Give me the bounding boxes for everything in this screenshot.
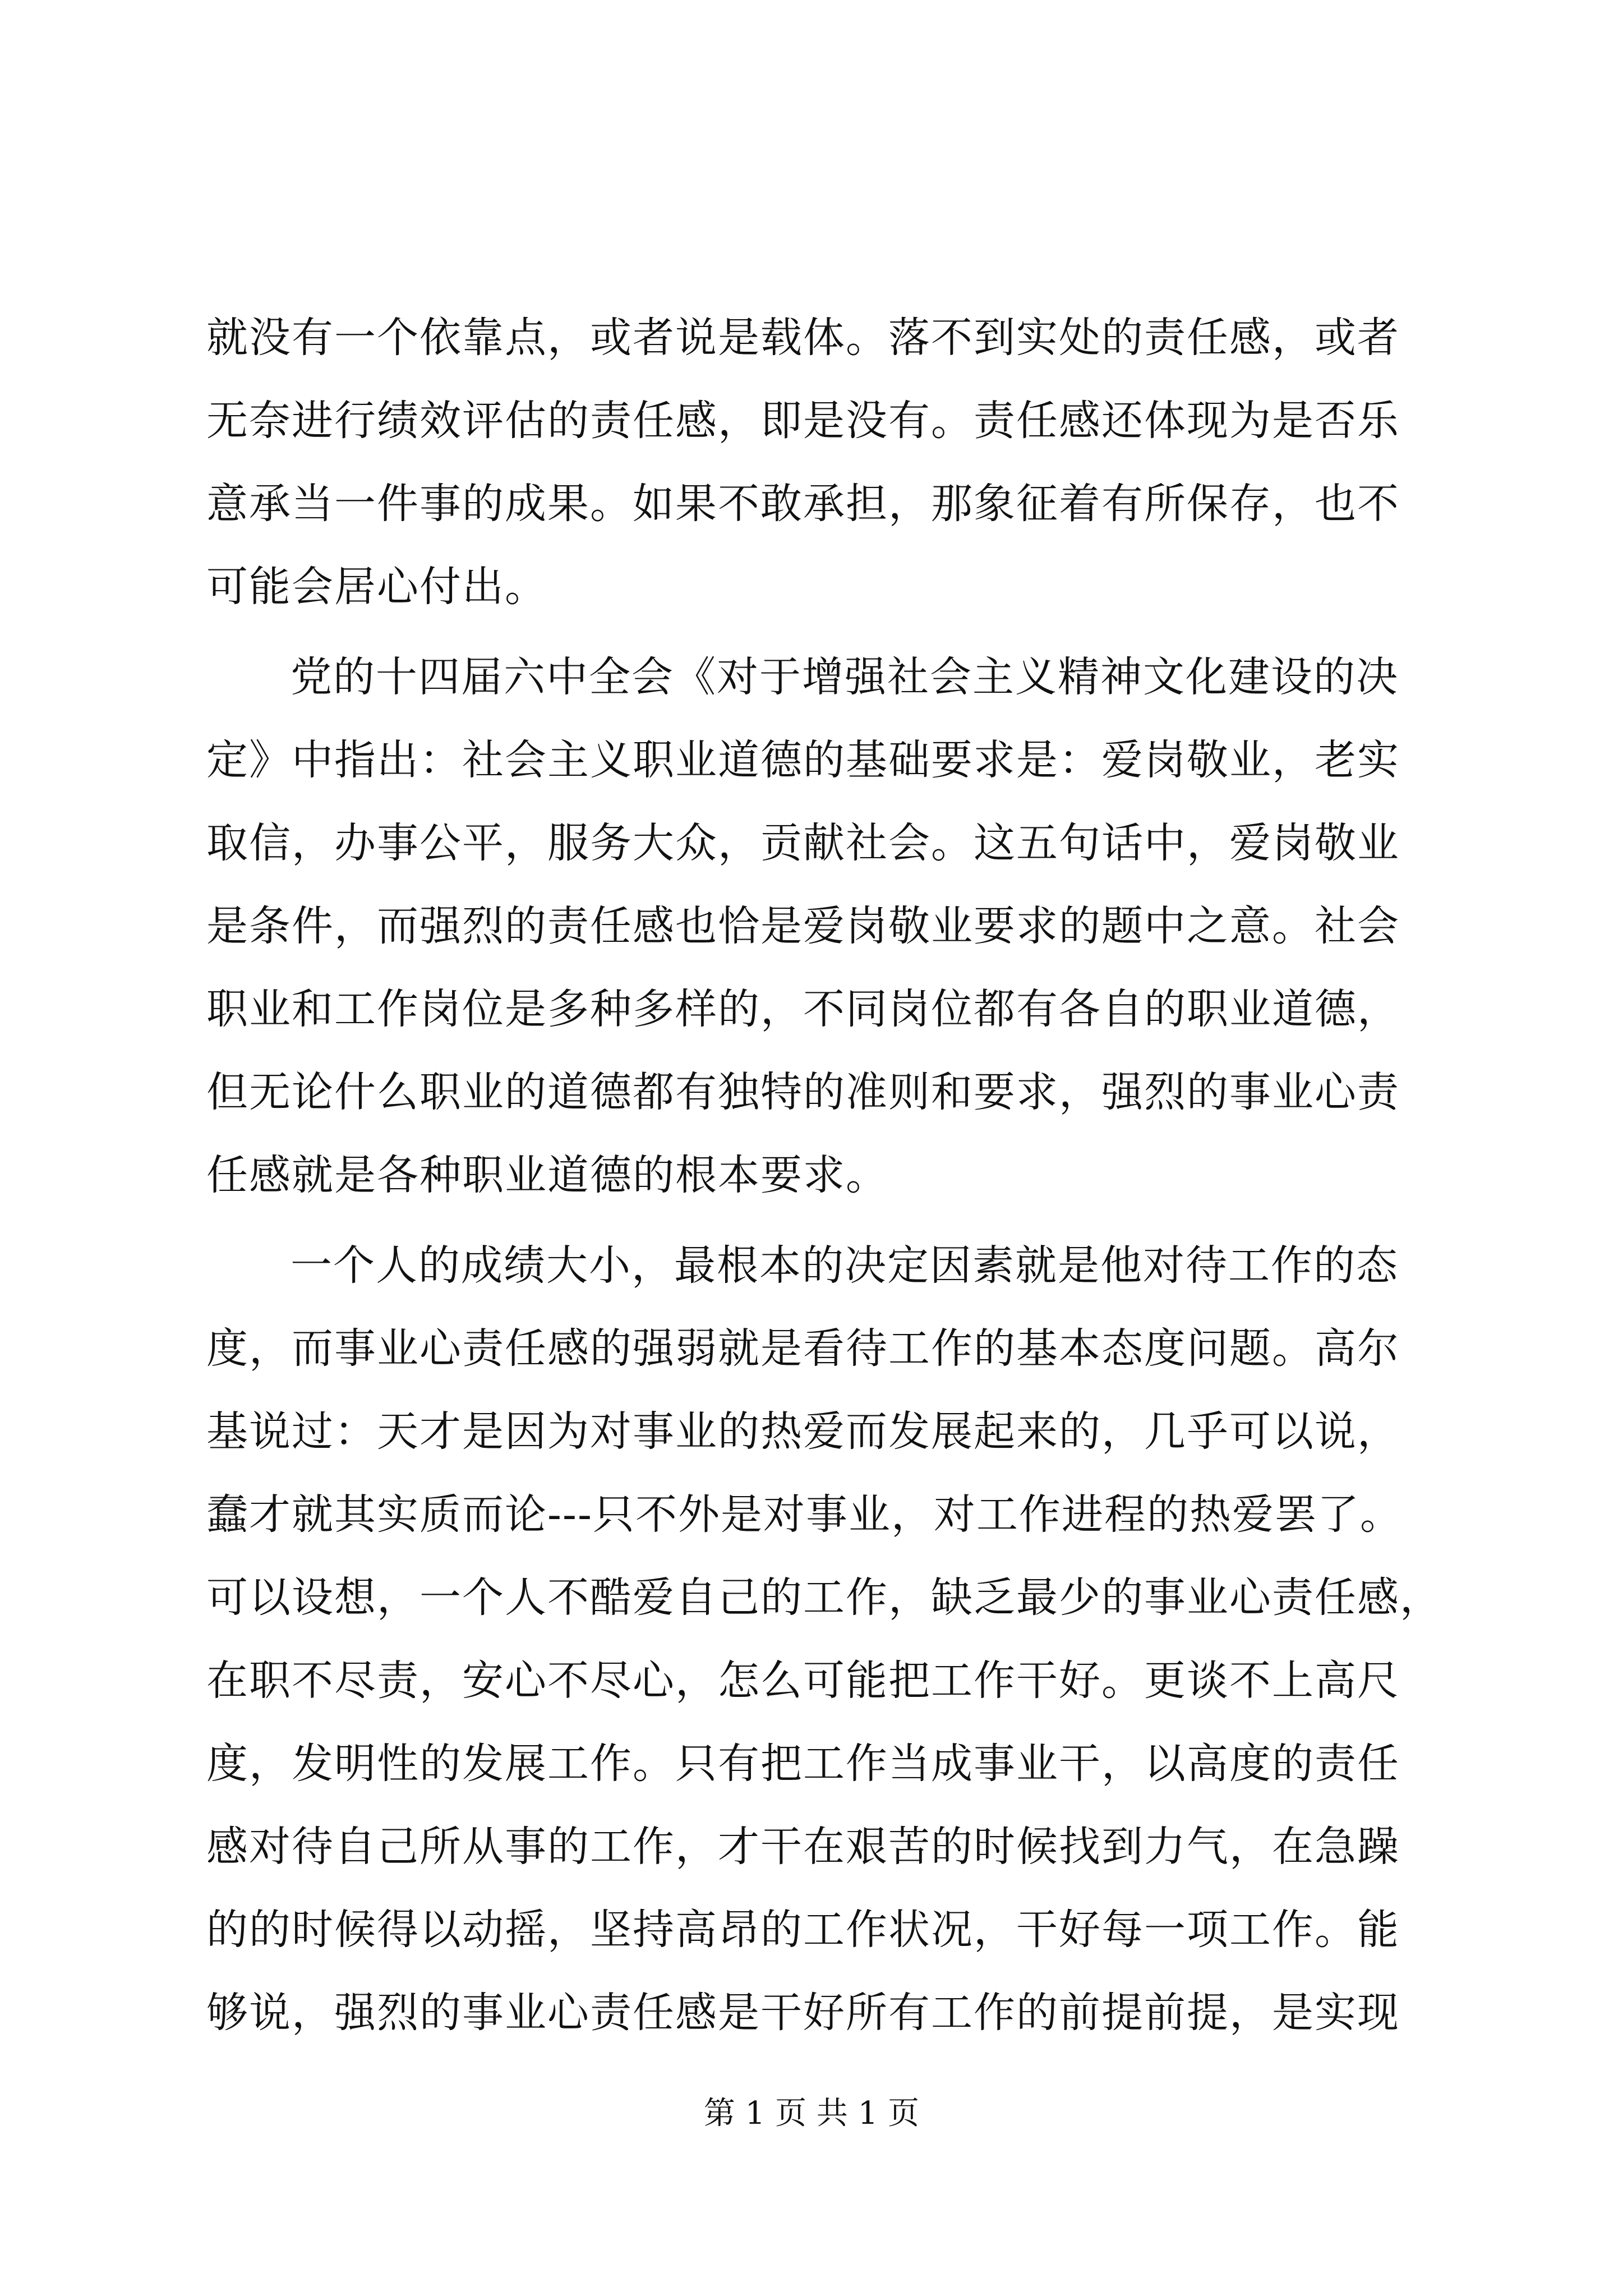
text-line: 任感就是各种职业道德的根本要求。	[206, 1151, 888, 1199]
text-line: 但无论什么职业的道德都有独特的准则和要求，强烈的事业心责	[206, 1068, 1400, 1116]
paragraph	[206, 1224, 1442, 2054]
paragraph	[206, 296, 1429, 628]
text-line: 够说，强烈的事业心责任感是干好所有工作的前提前提，是实现	[206, 1989, 1400, 2037]
text-line: 一个人的成绩大小，最根本的决定因素就是他对待工作的态	[291, 1241, 1399, 1290]
text-line: 可以设想，一个人不酷爱自己的工作，缺乏最少的事业心责任感，	[206, 1573, 1442, 1622]
text-line: 是条件，而强烈的责任感也恰是爱岗敬业要求的题中之意。社会	[206, 902, 1400, 950]
text-line: 度，而事业心责任感的强弱就是看待工作的基本态度问题。高尔	[206, 1324, 1400, 1373]
paragraph	[206, 636, 1429, 1217]
text-line: 就没有一个依靠点，或者说是载体。落不到实处的责任感，或者	[206, 314, 1400, 362]
text-line: 党的十四届六中全会《对于增强社会主义精神文化建设的决	[291, 653, 1399, 701]
text-line: 的的时候得以动摇，坚持高昂的工作状况，干好每一项工作。能	[206, 1906, 1400, 1954]
text-line: 感对待自己所从事的工作，才干在艰苦的时候找到力气，在急躁	[206, 1823, 1400, 1871]
text-line: 可能会居心付出。	[206, 563, 547, 611]
page-number-footer: 第 1 页 共 1 页	[703, 2095, 920, 2132]
text-line: 蠢才就其实质而论---只不外是对事业，对工作进程的热爱罢了。	[206, 1490, 1403, 1539]
text-line: 意承当一件事的成果。如果不敢承担，那象征着有所保存，也不	[206, 480, 1400, 528]
text-line: 基说过：天才是因为对事业的热爱而发展起来的，几乎可以说，	[206, 1407, 1400, 1456]
text-line: 定》中指出：社会主义职业道德的基础要求是：爱岗敬业，老实	[206, 736, 1400, 784]
text-line: 在职不尽责，安心不尽心，怎么可能把工作干好。更谈不上高尺	[206, 1657, 1400, 1705]
text-line: 度，发明性的发展工作。只有把工作当成事业干，以高度的责任	[206, 1740, 1400, 1788]
text-line: 职业和工作岗位是多种多样的，不同岗位都有各自的职业道德，	[206, 985, 1400, 1033]
text-line: 取信，办事公平，服务大众，贡献社会。这五句话中，爱岗敬业	[206, 819, 1400, 867]
text-line: 无奈进行绩效评估的责任感，即是没有。责任感还体现为是否乐	[206, 397, 1400, 445]
document-body	[206, 296, 1442, 2054]
